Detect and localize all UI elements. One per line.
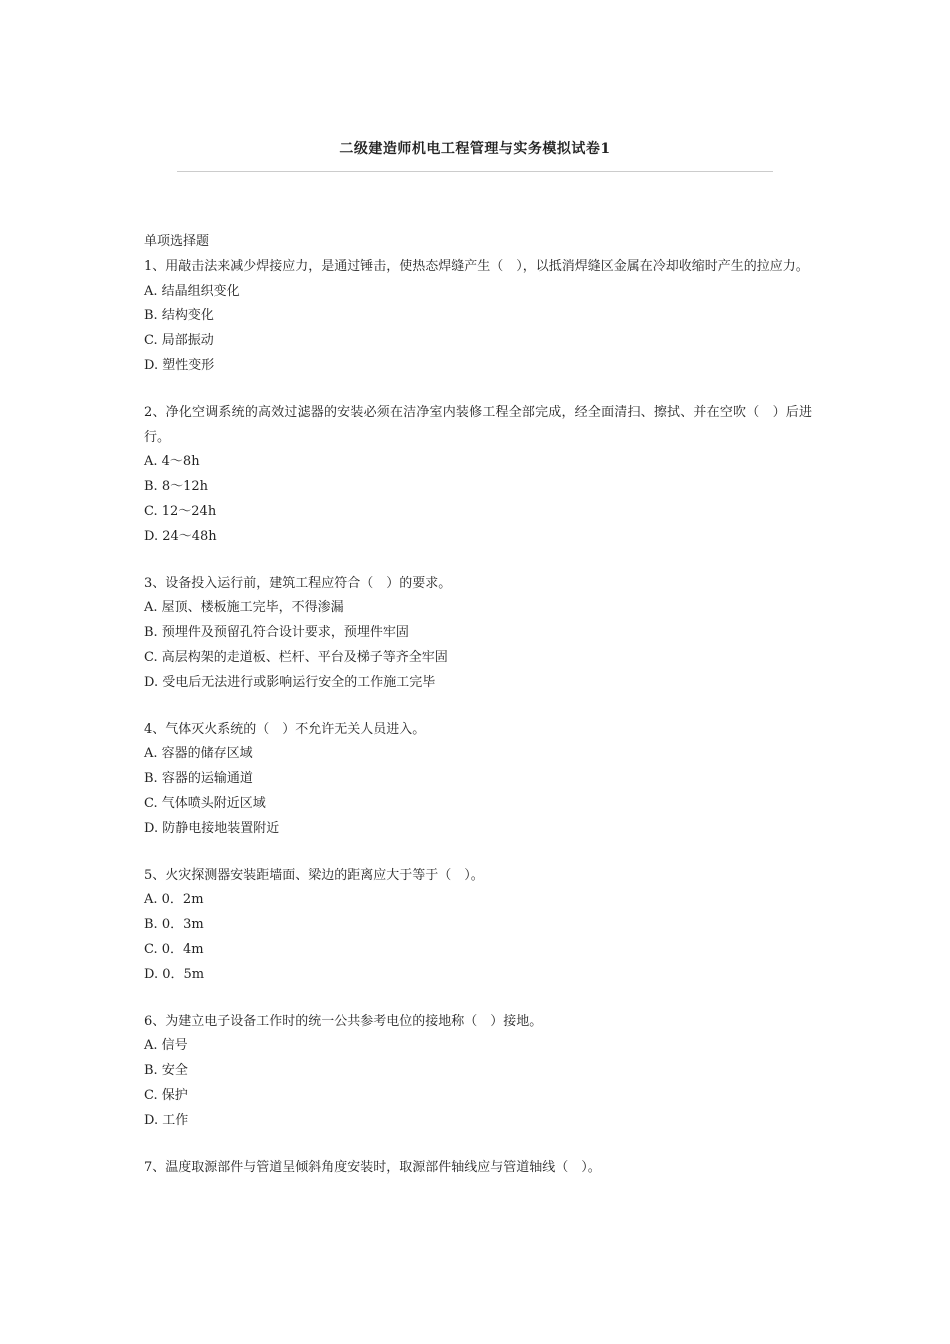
answer-option: D. 受电后无法进行或影响运行安全的工作施工完毕 — [144, 674, 436, 690]
question-item — [144, 255, 812, 379]
question-item — [144, 572, 812, 696]
document-body — [144, 230, 812, 1202]
answer-option: C. 高层构架的走道板、栏杆、平台及梯子等齐全牢固 — [144, 649, 448, 665]
answer-option: B. 容器的运输通道 — [144, 771, 253, 787]
answer-option: B. 8～12h — [144, 479, 209, 495]
question-stem: 1、用敲击法来减少焊接应力，是通过锤击，使热态焊缝产生（ ），以抵消焊缝区金属在冷却收缩时产生的拉应力。 — [144, 258, 809, 274]
answer-option: A. 0．2m — [144, 892, 204, 908]
answer-option: A. 结晶组织变化 — [144, 283, 240, 299]
question-stem: 3、设备投入运行前，建筑工程应符合（ ）的要求。 — [144, 575, 452, 591]
answer-option: A. 容器的储存区域 — [144, 746, 253, 762]
answer-option: D. 塑性变形 — [144, 357, 215, 373]
answer-option: A. 屋顶、楼板施工完毕，不得渗漏 — [144, 600, 344, 616]
question-item — [144, 718, 812, 842]
answer-option: C. 保护 — [144, 1087, 188, 1103]
answer-option: D. 24～48h — [144, 528, 217, 544]
answer-option: B. 结构变化 — [144, 308, 214, 324]
question-item — [144, 1010, 812, 1134]
answer-option: C. 局部振动 — [144, 333, 214, 349]
answer-option: A. 信号 — [144, 1038, 188, 1054]
answer-option: D. 工作 — [144, 1112, 189, 1128]
question-item — [144, 1156, 812, 1181]
answer-option: B. 0．3m — [144, 917, 204, 933]
answer-option: C. 0．4m — [144, 941, 204, 957]
answer-option: A. 4～8h — [144, 454, 200, 470]
answer-option: D. 防静电接地装置附近 — [144, 820, 280, 836]
answer-option: C. 气体喷头附近区域 — [144, 795, 266, 811]
question-list — [144, 255, 812, 1181]
title-divider — [177, 171, 773, 172]
question-stem: 5、火灾探测器安装距墙面、梁边的距离应大于等于（ ）。 — [144, 867, 484, 883]
answer-option: B. 安全 — [144, 1063, 188, 1079]
answer-option: C. 12～24h — [144, 503, 217, 519]
document-title: 二级建造师机电工程管理与实务模拟试卷1 — [339, 141, 611, 157]
question-item — [144, 401, 812, 550]
answer-option: B. 预埋件及预留孔符合设计要求，预埋件牢固 — [144, 625, 409, 641]
question-stem: 4、气体灭火系统的（ ）不允许无关人员进入。 — [144, 721, 426, 737]
question-stem: 6、为建立电子设备工作时的统一公共参考电位的接地称（ ）接地。 — [144, 1013, 543, 1029]
section-heading: 单项选择题 — [144, 234, 210, 249]
question-stem: 2、净化空调系统的高效过滤器的安装必须在洁净室内装修工程全部完成，经全面清扫、擦拭、并在空吹（ ）后进行。 — [144, 404, 812, 445]
question-item — [144, 864, 812, 988]
answer-option: D. 0．5m — [144, 966, 205, 982]
question-stem: 7、温度取源部件与管道呈倾斜角度安装时，取源部件轴线应与管道轴线（ ）。 — [144, 1159, 601, 1175]
